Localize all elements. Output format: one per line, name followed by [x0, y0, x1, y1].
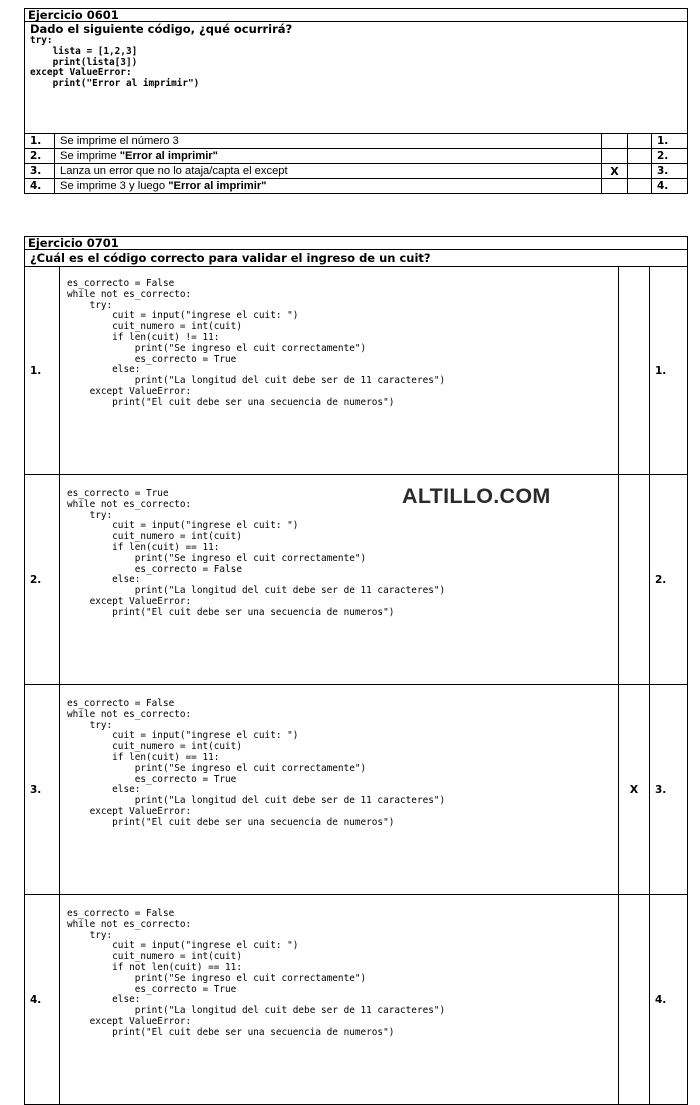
option-number-right: 3. — [649, 685, 687, 895]
spacer — [627, 134, 651, 149]
option-text: Se imprime el número 3 — [55, 134, 602, 149]
option-number: 4. — [25, 895, 60, 1105]
option-number-right: 4. — [649, 895, 687, 1105]
question-block — [25, 22, 688, 134]
exercise-0601-table — [24, 8, 688, 194]
option-number-right: 3. — [651, 164, 687, 179]
exercise-title: Ejercicio 0701 — [25, 237, 688, 250]
option-number-right: 1. — [649, 267, 687, 475]
option-number-right: 1. — [651, 134, 687, 149]
option-number-right: 2. — [649, 475, 687, 685]
option-number: 3. — [25, 685, 60, 895]
option-number: 1. — [25, 267, 60, 475]
code-snippet: try: lista = [1,2,3] print(lista[3]) except ValueError: print("Error al imprimir") — [30, 35, 200, 90]
option-number: 2. — [25, 475, 60, 685]
option-number: 3. — [25, 164, 55, 179]
watermark-logo: ALTILLO.COM — [402, 484, 551, 508]
option-number: 2. — [25, 149, 55, 164]
code-snippet: es_correcto = True while not es_correcto: try: cuit = input("ingrese el cuit: ") cuit_numero = int(cuit) if len(cuit) == 11: print("Se ingreso el cuit correctamente") es_correcto = False else: print("La longitud del cuit debe ser de 11 caracteres") except ValueError: print("El cuit debe ser una secuencia de numeros") — [67, 488, 446, 618]
option-text: Lanza un error que no lo ataja/capta el except — [55, 164, 602, 179]
answer-mark — [618, 895, 649, 1105]
spacer — [627, 149, 651, 164]
exercise-title: Ejercicio 0601 — [25, 9, 688, 22]
answer-mark — [601, 149, 627, 164]
spacer — [627, 164, 651, 179]
code-snippet: es_correcto = False while not es_correcto: try: cuit = input("ingrese el cuit: ") cuit_numero = int(cuit) if not len(cuit) == 11: print("Se ingreso el cuit correctamente") es_correcto = True else: print("La longitud del cuit debe ser de 11 caracteres") except ValueError: print("El cuit debe ser una secuencia de numeros") — [67, 908, 446, 1038]
exercise-0701-table — [24, 236, 688, 1105]
answer-mark — [601, 179, 627, 194]
option-code — [60, 895, 619, 1105]
answer-mark: X — [618, 685, 649, 895]
option-text: Se imprime 3 y luego "Error al imprimir" — [55, 179, 602, 194]
answer-mark: X — [601, 164, 627, 179]
spacer — [627, 179, 651, 194]
code-snippet: es_correcto = False while not es_correcto: try: cuit = input("ingrese el cuit: ") cuit_numero = int(cuit) if len(cuit) != 11: print("Se ingreso el cuit correctamente") es_correcto = True else: print("La longitud del cuit debe ser de 11 caracteres") except ValueError: print("El cuit debe ser una secuencia de numeros") — [67, 278, 446, 408]
option-number: 4. — [25, 179, 55, 194]
answer-mark — [618, 267, 649, 475]
answer-mark — [601, 134, 627, 149]
answer-mark — [618, 475, 649, 685]
question-text: ¿Cuál es el código correcto para validar el ingreso de un cuit? — [25, 250, 688, 267]
option-code — [60, 685, 619, 895]
option-text: Se imprime "Error al imprimir" — [55, 149, 602, 164]
question-text: Dado el siguiente código, ¿qué ocurrirá? — [30, 22, 293, 36]
option-code — [60, 267, 619, 475]
option-number: 1. — [25, 134, 55, 149]
code-snippet: es_correcto = False while not es_correcto: try: cuit = input("ingrese el cuit: ") cuit_numero = int(cuit) if len(cuit) == 11: print("Se ingreso el cuit correctamente") es_correcto = True else: print("La longitud del cuit debe ser de 11 caracteres") except ValueError: print("El cuit debe ser una secuencia de numeros") — [67, 698, 446, 828]
option-number-right: 4. — [651, 179, 687, 194]
option-number-right: 2. — [651, 149, 687, 164]
